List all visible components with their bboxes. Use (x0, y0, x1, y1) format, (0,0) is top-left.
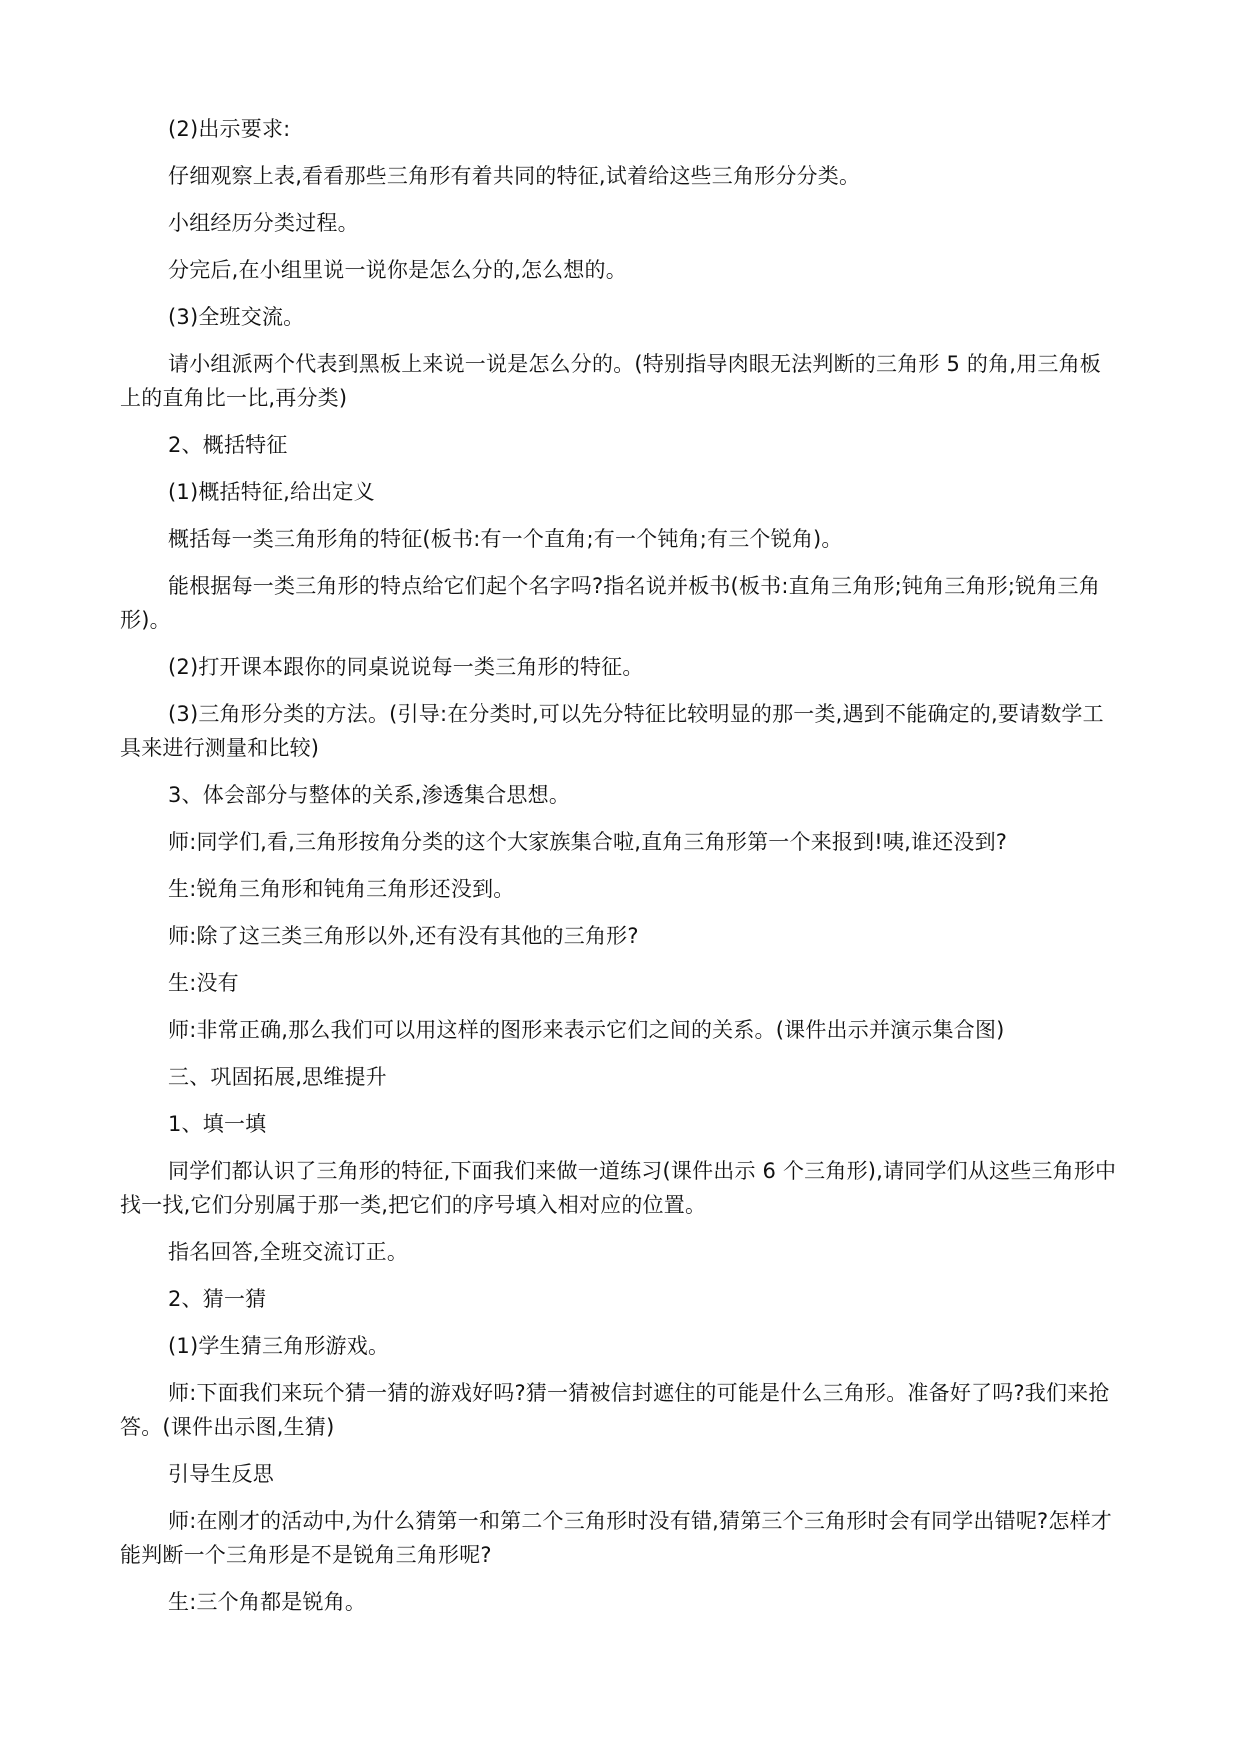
paragraph: 1、填一填 (168, 1112, 267, 1136)
paragraph: 生:没有 (168, 971, 239, 995)
paragraph: 请小组派两个代表到黑板上来说一说是怎么分的。(特别指导肉眼无法判断的三角形 5 的角,用三角板上的直角比一比,再分类) (120, 352, 1101, 410)
paragraph: 师:同学们,看,三角形按角分类的这个大家族集合啦,直角三角形第一个来报到!咦,谁还没到? (168, 830, 1008, 854)
paragraph: 2、猜一猜 (168, 1287, 267, 1311)
paragraph: 引导生反思 (168, 1462, 274, 1486)
document-body (120, 112, 1122, 1632)
paragraph: 2、概括特征 (168, 433, 288, 457)
paragraph: 师:下面我们来玩个猜一猜的游戏好吗?猜一猜被信封遮住的可能是什么三角形。准备好了吗?我们来抢答。(课件出示图,生猜) (120, 1381, 1110, 1439)
paragraph: 分完后,在小组里说一说你是怎么分的,怎么想的。 (168, 258, 627, 282)
section-heading: 三、巩固拓展,思维提升 (168, 1065, 387, 1089)
paragraph: 3、体会部分与整体的关系,渗透集合思想。 (168, 783, 571, 807)
paragraph: 能根据每一类三角形的特点给它们起个名字吗?指名说并板书(板书:直角三角形;钝角三角形;锐角三角形)。 (120, 574, 1100, 632)
paragraph: (2)打开课本跟你的同桌说说每一类三角形的特征。 (168, 655, 644, 679)
paragraph: 概括每一类三角形角的特征(板书:有一个直角;有一个钝角;有三个锐角)。 (168, 527, 843, 551)
paragraph: 生:三个角都是锐角。 (168, 1590, 367, 1614)
paragraph: (3)全班交流。 (168, 305, 305, 329)
paragraph: (1)学生猜三角形游戏。 (168, 1334, 390, 1358)
paragraph: (2)出示要求: (168, 117, 291, 141)
paragraph: 生:锐角三角形和钝角三角形还没到。 (168, 877, 515, 901)
paragraph: (3)三角形分类的方法。(引导:在分类时,可以先分特征比较明显的那一类,遇到不能确定的,要请数学工具来进行测量和比较) (120, 702, 1104, 760)
paragraph: 师:除了这三类三角形以外,还有没有其他的三角形? (168, 924, 639, 948)
paragraph: 仔细观察上表,看看那些三角形有着共同的特征,试着给这些三角形分分类。 (168, 164, 861, 188)
paragraph: 师:在刚才的活动中,为什么猜第一和第二个三角形时没有错,猜第三个三角形时会有同学出错呢?怎样才能判断一个三角形是不是锐角三角形呢? (120, 1509, 1112, 1567)
paragraph: 师:非常正确,那么我们可以用这样的图形来表示它们之间的关系。(课件出示并演示集合图) (168, 1018, 1005, 1042)
paragraph: 同学们都认识了三角形的特征,下面我们来做一道练习(课件出示 6 个三角形),请同学们从这些三角形中找一找,它们分别属于那一类,把它们的序号填入相对应的位置。 (120, 1159, 1117, 1217)
paragraph: 小组经历分类过程。 (168, 211, 359, 235)
paragraph: 指名回答,全班交流订正。 (168, 1240, 409, 1264)
paragraph: (1)概括特征,给出定义 (168, 480, 375, 504)
